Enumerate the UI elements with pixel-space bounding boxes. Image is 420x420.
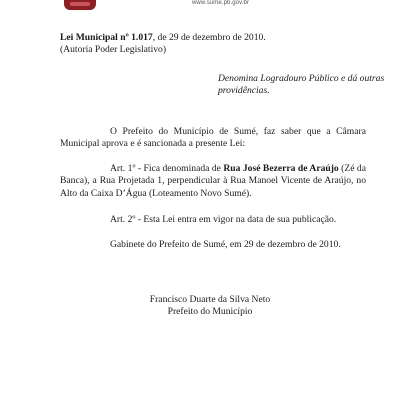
signatory-role: Prefeito do Município: [167, 306, 253, 317]
street-name: Rua José Bezerra de Araújo: [223, 163, 339, 174]
law-ementa: Denomina Logradouro Público e dá outras providências.: [218, 73, 385, 97]
article-2-text: Art. 2º - Esta Lei entra em vigor na data de sua publicação.: [110, 214, 337, 225]
law-number: Lei Municipal nº 1.017: [60, 32, 153, 43]
preamble-paragraph: [60, 126, 366, 151]
signatory-name: Francisco Duarte da Silva Neto: [149, 294, 271, 305]
article-1-rest: (Zé da Banca), a Rua Projetada 1, perpendicular à Rua Manoel Vicente de Araújo, no Alto da Caixa D’Água (Loteamento Novo Sumé).: [60, 163, 366, 199]
law-authorship: (Autoria Poder Legislativo): [60, 44, 167, 55]
municipal-logo: [64, 0, 96, 10]
preamble-text: O Prefeito do Município de Sumé, faz saber que a Câmara Municipal aprova e é sancionada a presente Lei:: [60, 126, 366, 150]
closing-text: Gabinete do Prefeito de Sumé, em 29 de dezembro de 2010.: [110, 239, 341, 250]
law-title: [60, 32, 266, 44]
article-1-paragraph: [60, 163, 366, 200]
law-date: , de 29 de dezembro de 2010.: [152, 32, 266, 43]
article-2-paragraph: [60, 214, 366, 226]
closing-paragraph: [60, 239, 366, 251]
header-url: www.sume.pb.gov.br: [192, 0, 250, 6]
article-1-prefix: Art. 1º - Fica denominada de: [110, 163, 224, 174]
